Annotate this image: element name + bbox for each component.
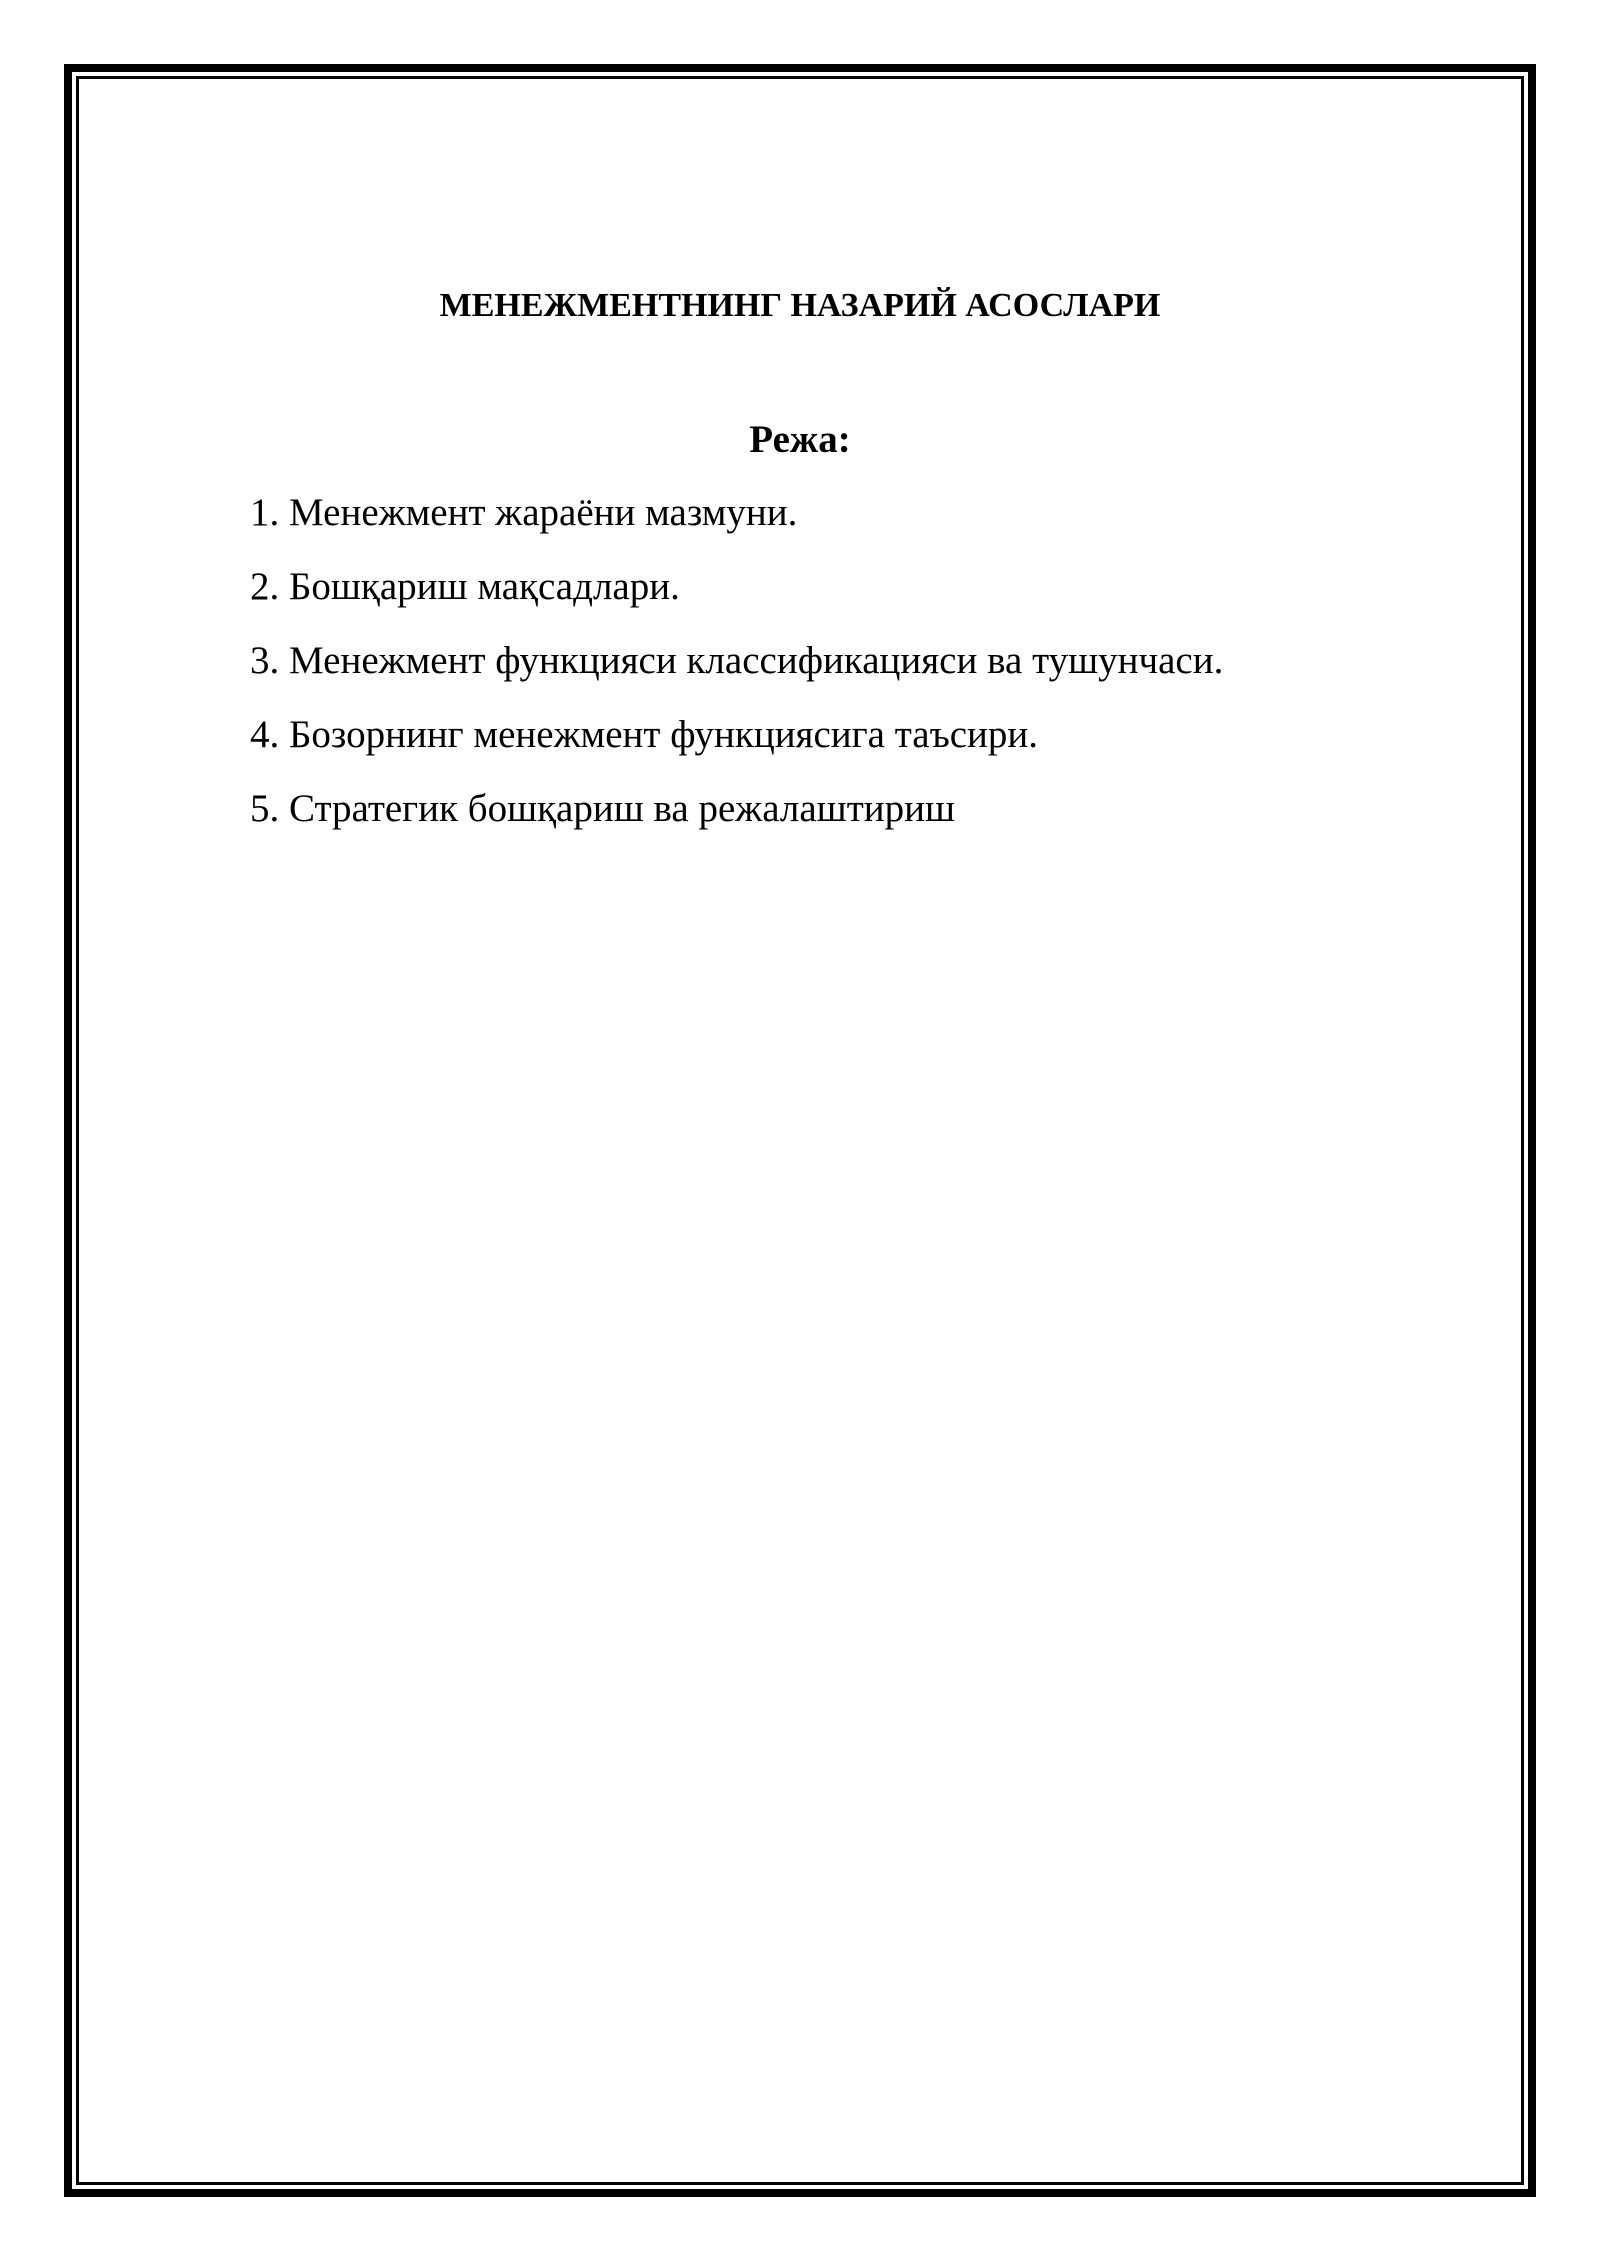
plan-heading: Режа: <box>749 418 851 461</box>
page-border-inner <box>76 76 1524 2185</box>
plan-item-5: 5. Стратегик бошқариш ва режалаштириш <box>250 787 956 830</box>
plan-item-1: 1. Менежмент жараёни мазмуни. <box>250 491 798 534</box>
plan-item-2: 2. Бошқариш мақсадлари. <box>250 565 680 608</box>
plan-list <box>250 486 1500 856</box>
plan-item-4: 4. Бозорнинг менежмент функциясига таъсири. <box>250 713 1039 756</box>
document-title: МЕНЕЖМЕНТНИНГ НАЗАРИЙ АСОСЛАРИ <box>439 287 1161 324</box>
plan-item-3: 3. Менежмент функцияси классификацияси ва тушунчаси. <box>250 639 1224 682</box>
